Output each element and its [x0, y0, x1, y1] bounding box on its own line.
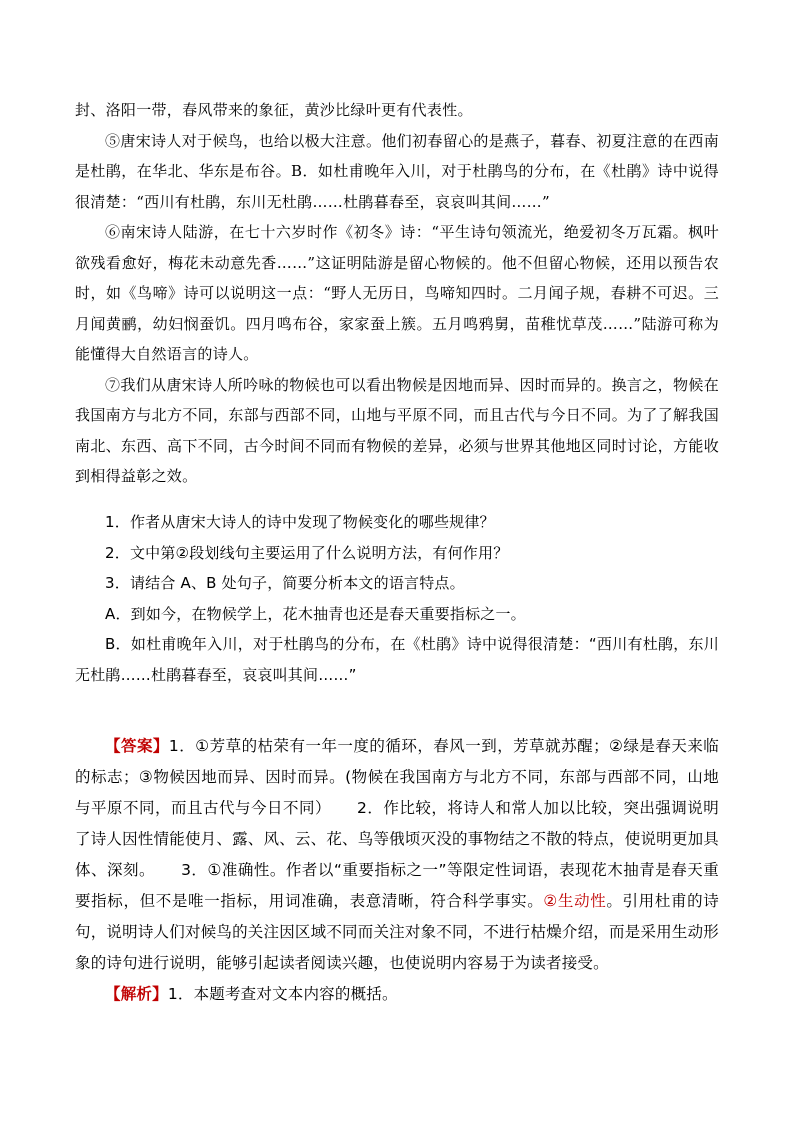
passage-paragraph-5: ⑤唐宋诗人对于候鸟，也给以极大注意。他们初春留心的是燕子，暮春、初夏注意的在西南是杜鹃，在华北、华东是布谷。B．如杜甫晚年入川，对于杜鹃鸟的分布，在《杜鹃》诗中说得很清楚：“西川有杜鹃，东川无杜鹃……杜鹃暮春至，哀哀叫其间……” [75, 131, 719, 211]
answer-tag: 【答案】 [105, 737, 169, 755]
analysis-paragraph [75, 979, 719, 1010]
passage-paragraph-7: ⑦我们从唐宋诗人所吟咏的物候也可以看出物候是因地而异、因时而异的。换言之，物候在我国南方与北方不同，东部与西部不同，山地与平原不同，而且古代与今日不同。为了了解我国南北、东西、高下不同，古今时间不同而有物候的差异，必须与世界其他地区同时讨论，方能收到相得益彰之效。 [75, 375, 719, 485]
question-3-sentence-b: B．如杜甫晚年入川，对于杜鹃鸟的分布，在《杜鹃》诗中说得很清楚：“西川有杜鹃，东川无杜鹃……杜鹃暮春至，哀哀叫其间……” [75, 635, 719, 684]
answer-section [75, 731, 719, 1010]
analysis-text: 1．本题考查对文本内容的概括。 [167, 985, 398, 1003]
answer-3-part-1: 3．①准确性。作者以“重要指标之一”等限定性词语，表现花木抽青是春天重要指标，但不是唯一指标，用词准确，表意清晰，符合科学事实。 [75, 861, 719, 910]
passage-line-top: 封、洛阳一带，春风带来的象征，黄沙比绿叶更有代表性。 [75, 101, 473, 119]
answer-paragraph [75, 731, 719, 979]
passage-paragraph-6: ⑥南宋诗人陆游，在七十六岁时作《初冬》诗：“平生诗句领流光，绝爱初冬万瓦霜。枫叶欲残看愈好，梅花未动意先香……”这证明陆游是留心物候的。他不但留心物候，还用以预告农时，如《鸟啼》诗可以说明这一点：“野人无历日，鸟啼知四时。二月闻子规，春耕不可迟。三月闻黄鹂，幼妇悯蚕饥。四月鸣布谷，家家蚕上簇。五月鸣鸦舅，苗稚忧草茂……”陆游可称为能懂得大自然语言的诗人。 [75, 223, 719, 363]
answer-3-highlight: ②生动性 [543, 892, 607, 910]
analysis-tag: 【解析】 [105, 985, 168, 1003]
question-2: 2．文中第②段划线句主要运用了什么说明方法，有何作用？ [105, 543, 509, 562]
questions [75, 507, 719, 690]
question-3-sentence-a: A．到如今，在物候学上，花木抽青也还是春天重要指标之一。 [105, 604, 526, 623]
question-1: 1．作者从唐宋大诗人的诗中发现了物候变化的哪些规律？ [105, 513, 495, 531]
answer-1: 1．①芳草的枯荣有一年一度的循环，春风一到，芳草就苏醒；②绿是春天来临的标志；③物候因地而异、因时而异。(物候在我国南方与北方不同，东部与西部不同，山地与平原不同，而且古代与今日不同） [75, 737, 719, 817]
question-3: 3．请结合 A、B 处句子，简要分析本文的语言特点。 [105, 574, 465, 592]
answer-3-part-2: 。引用杜甫的诗句，说明诗人们对候鸟的关注因区域不同而关注对象不同，不进行枯燥介绍，而是采用生动形象的诗句进行说明，能够引起读者阅读兴趣，也使说明内容易于为读者接受。 [75, 892, 719, 972]
answer-2: 2．作比较，将诗人和常人加以比较，突出强调说明了诗人因性情能使月、露、风、云、花、鸟等俄顷灭没的事物结之不散的特点，使说明更加具体、深刻。 [75, 799, 720, 879]
passage [75, 95, 719, 492]
